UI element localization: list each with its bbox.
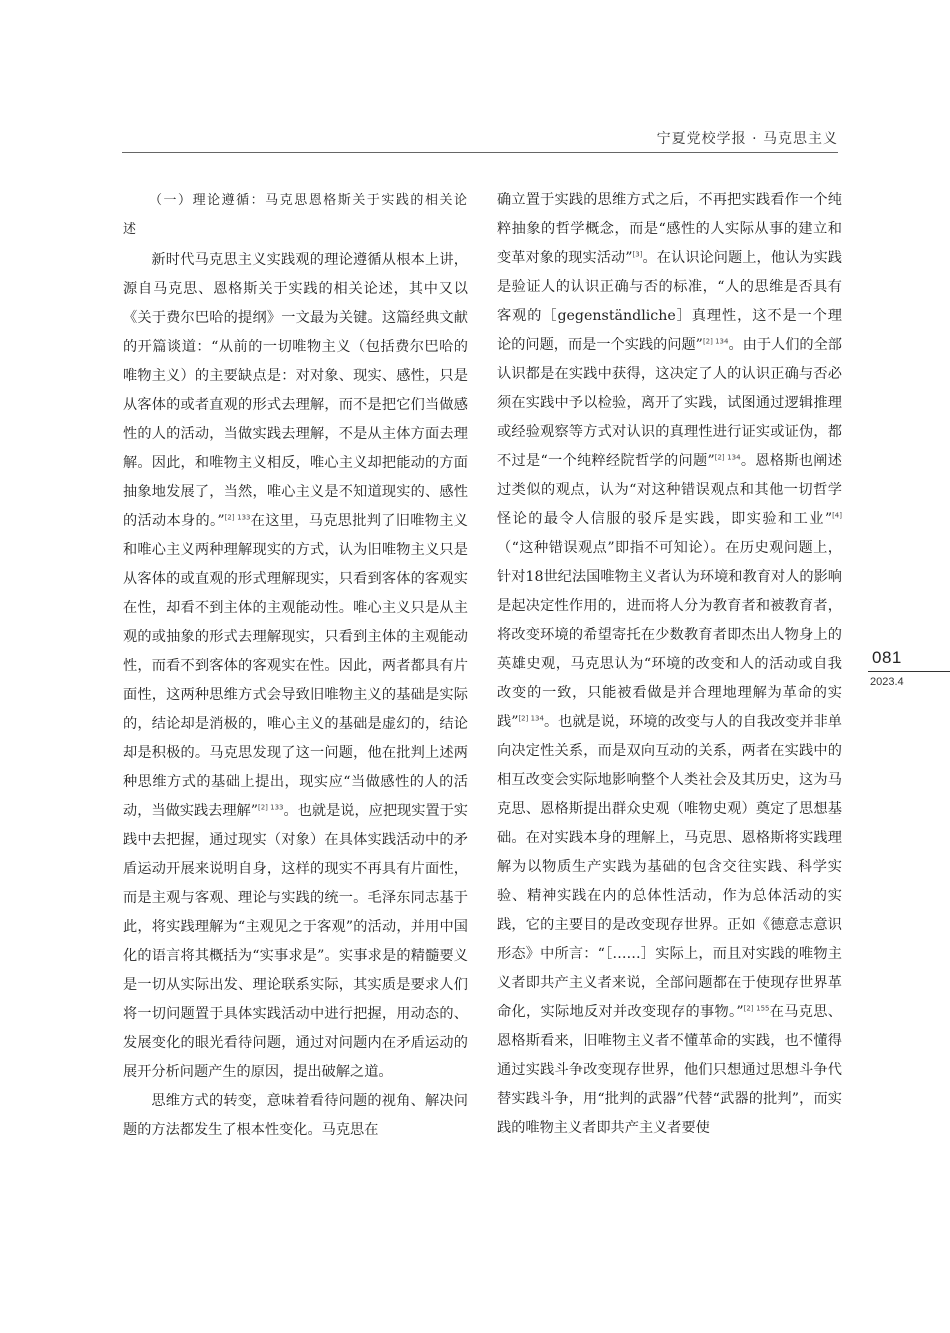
paragraph-text: 在这里，马克思批判了旧唯物主义和唯心主义两种理解现实的方式，认为旧唯物主义只是从客体的或直观的形式理解现实，只看到客体的客观实在性，却看不到主体的主观能动性。唯心主义只是从主观的或抽象的形式去理解现实，只看到主体的主观能动性，而看不到客体的客观实在性。因此，两者都具有片面性，这两种思维方式会导致旧唯物主义的基础是实际的，结论却是消极的，唯心主义的基础是虚幻的，结论却是积极的。马克思发现了这一问题，他在批判上述两种思维方式的基础上提出，现实应“当做感性的人的活动，当做实践去理解” (123, 513, 468, 819)
paragraph-text: 。在认识论问题上，他认为实践是验证人的认识正确与否的标准，“人的思维是否具有客观的［gegenständliche］真理性，这不是一个理论的问题，而是一个实践的问题” (497, 250, 842, 353)
page-marker (868, 648, 950, 688)
paragraph: 思维方式的转变，意味着看待问题的视角、解决问题的方法都发生了根本性变化。马克思在 (123, 1093, 468, 1138)
issue-label: 2023.4 (870, 676, 904, 688)
running-head: 宁夏党校学报 · 马克思主义 (656, 131, 838, 147)
paragraph-text: 。由于人们的全部认识都是在实践中获得，这决定了人的认识正确与否必须在实践中予以检验，离开了实践，试图通过逻辑推理或经验观察等方式对认识的真理性进行证实或证伪，都不过是“一个纯粹经院哲学的问题” (497, 337, 842, 469)
citation-marker: [2] 133 (257, 803, 284, 812)
page-number-rule (868, 671, 950, 672)
paragraph-text: 新时代马克思主义实践观的理论遵循从根本上讲，源自马克思、恩格斯关于实践的相关论述，其中又以《关于费尔巴哈的提纲》一文最为关键。这篇经典文献的开篇谈道：“从前的一切唯物主义（包括费尔巴哈的唯物主义）的主要缺点是：对对象、现实、感性，只是从客体的或者直观的形式去理解，而不是把它们当做感性的人的活动，当做实践去理解，不是从主体方面去理解。因此，和唯物主义相反，唯心主义却把能动的方面抽象地发展了，当然，唯心主义是不知道现实的、感性的活动本身的。” (123, 252, 468, 529)
paragraph-text: 在马克思、恩格斯看来，旧唯物主义者不懂革命的实践，也不懂得通过实践斗争改变现存世界，他们只想通过思想斗争代替实践斗争，用“批判的武器”代替“武器的批判”，而实践的唯物主义者即共产主义者要使 (497, 1004, 842, 1136)
paragraph-text: （“这种错误观点”即指不可知论）。在历史观问题上，针对18世纪法国唯物主义者认为环境和教育对人的影响是起决定性作用的，进而将人分为教育者和被教育者，将改变环境的希望寄托在少数教育者即杰出人物身上的英雄史观，马克思认为“环境的改变和人的活动或自我改变的一致，只能被看做是并合理地理解为革命的实践” (497, 540, 842, 730)
citation-marker: [2] 134 (518, 714, 544, 723)
section-heading: （一）理论遵循：马克思恩格斯关于实践的相关论述 (123, 193, 468, 237)
left-column (123, 186, 468, 1145)
citation-marker: [2] 134 (702, 337, 729, 346)
paragraph-text: 确立置于实践的思维方式之后，不再把实践看作一个纯粹抽象的哲学概念，而是“感性的人实际从事的建立和变革对象的现实活动” (497, 192, 842, 266)
page-number: 081 (872, 648, 902, 667)
citation-marker: [2] 133 (224, 513, 251, 522)
citation-marker: [2] 134 (714, 453, 741, 462)
paragraph-text: 。也就是说，环境的改变与人的自我改变并非单向决定性关系，而是双向互动的关系，两者在实践中的相互改变会实际地影响整个人类社会及其历史，这为马克思、恩格斯提出群众史观（唯物史观）奠定了思想基础。在对实践本身的理解上，马克思、恩格斯将实践理解为以物质生产实践为基础的包含交往实践、科学实验、精神实践在内的总体性活动，作为总体活动的实践，它的主要目的是改变现存世界。正如《德意志意识形态》中所言：“［……］实际上，而且对实践的唯物主义者即共产主义者来说，全部问题都在于使现存世界革命化，实际地反对并改变现存的事物。” (497, 714, 842, 1020)
citation-marker: [2] 155 (743, 1004, 770, 1013)
right-column (497, 186, 842, 1143)
paragraph-text: 。恩格斯也阐述过类似的观点，认为“对这种错误观点和其他一切哲学怪论的最令人信服的驳斥是实践，即实验和工业” (497, 453, 842, 527)
header-rule (122, 152, 838, 153)
paragraph (123, 246, 468, 1087)
paragraph (497, 186, 842, 1143)
paragraph-text: 。也就是说，应把现实置于实践中去把握，通过现实（对象）在具体实践活动中的矛盾运动开展来说明自身，这样的现实不再具有片面性，而是主观与客观、理论与实践的统一。毛泽东同志基于此，将实践理解为“主观见之于客观”的活动，并用中国化的语言将其概括为“实事求是”。实事求是的精髓要义是一切从实际出发、理论联系实际，其实质是要求人们将一切问题置于具体实践活动中进行把握，用动态的、发展变化的眼光看待问题，通过对问题内在矛盾运动的展开分析问题产生的原因，提出破解之道。 (123, 803, 468, 1080)
citation-marker: [3] (632, 250, 643, 259)
citation-marker: [4] (832, 511, 842, 520)
